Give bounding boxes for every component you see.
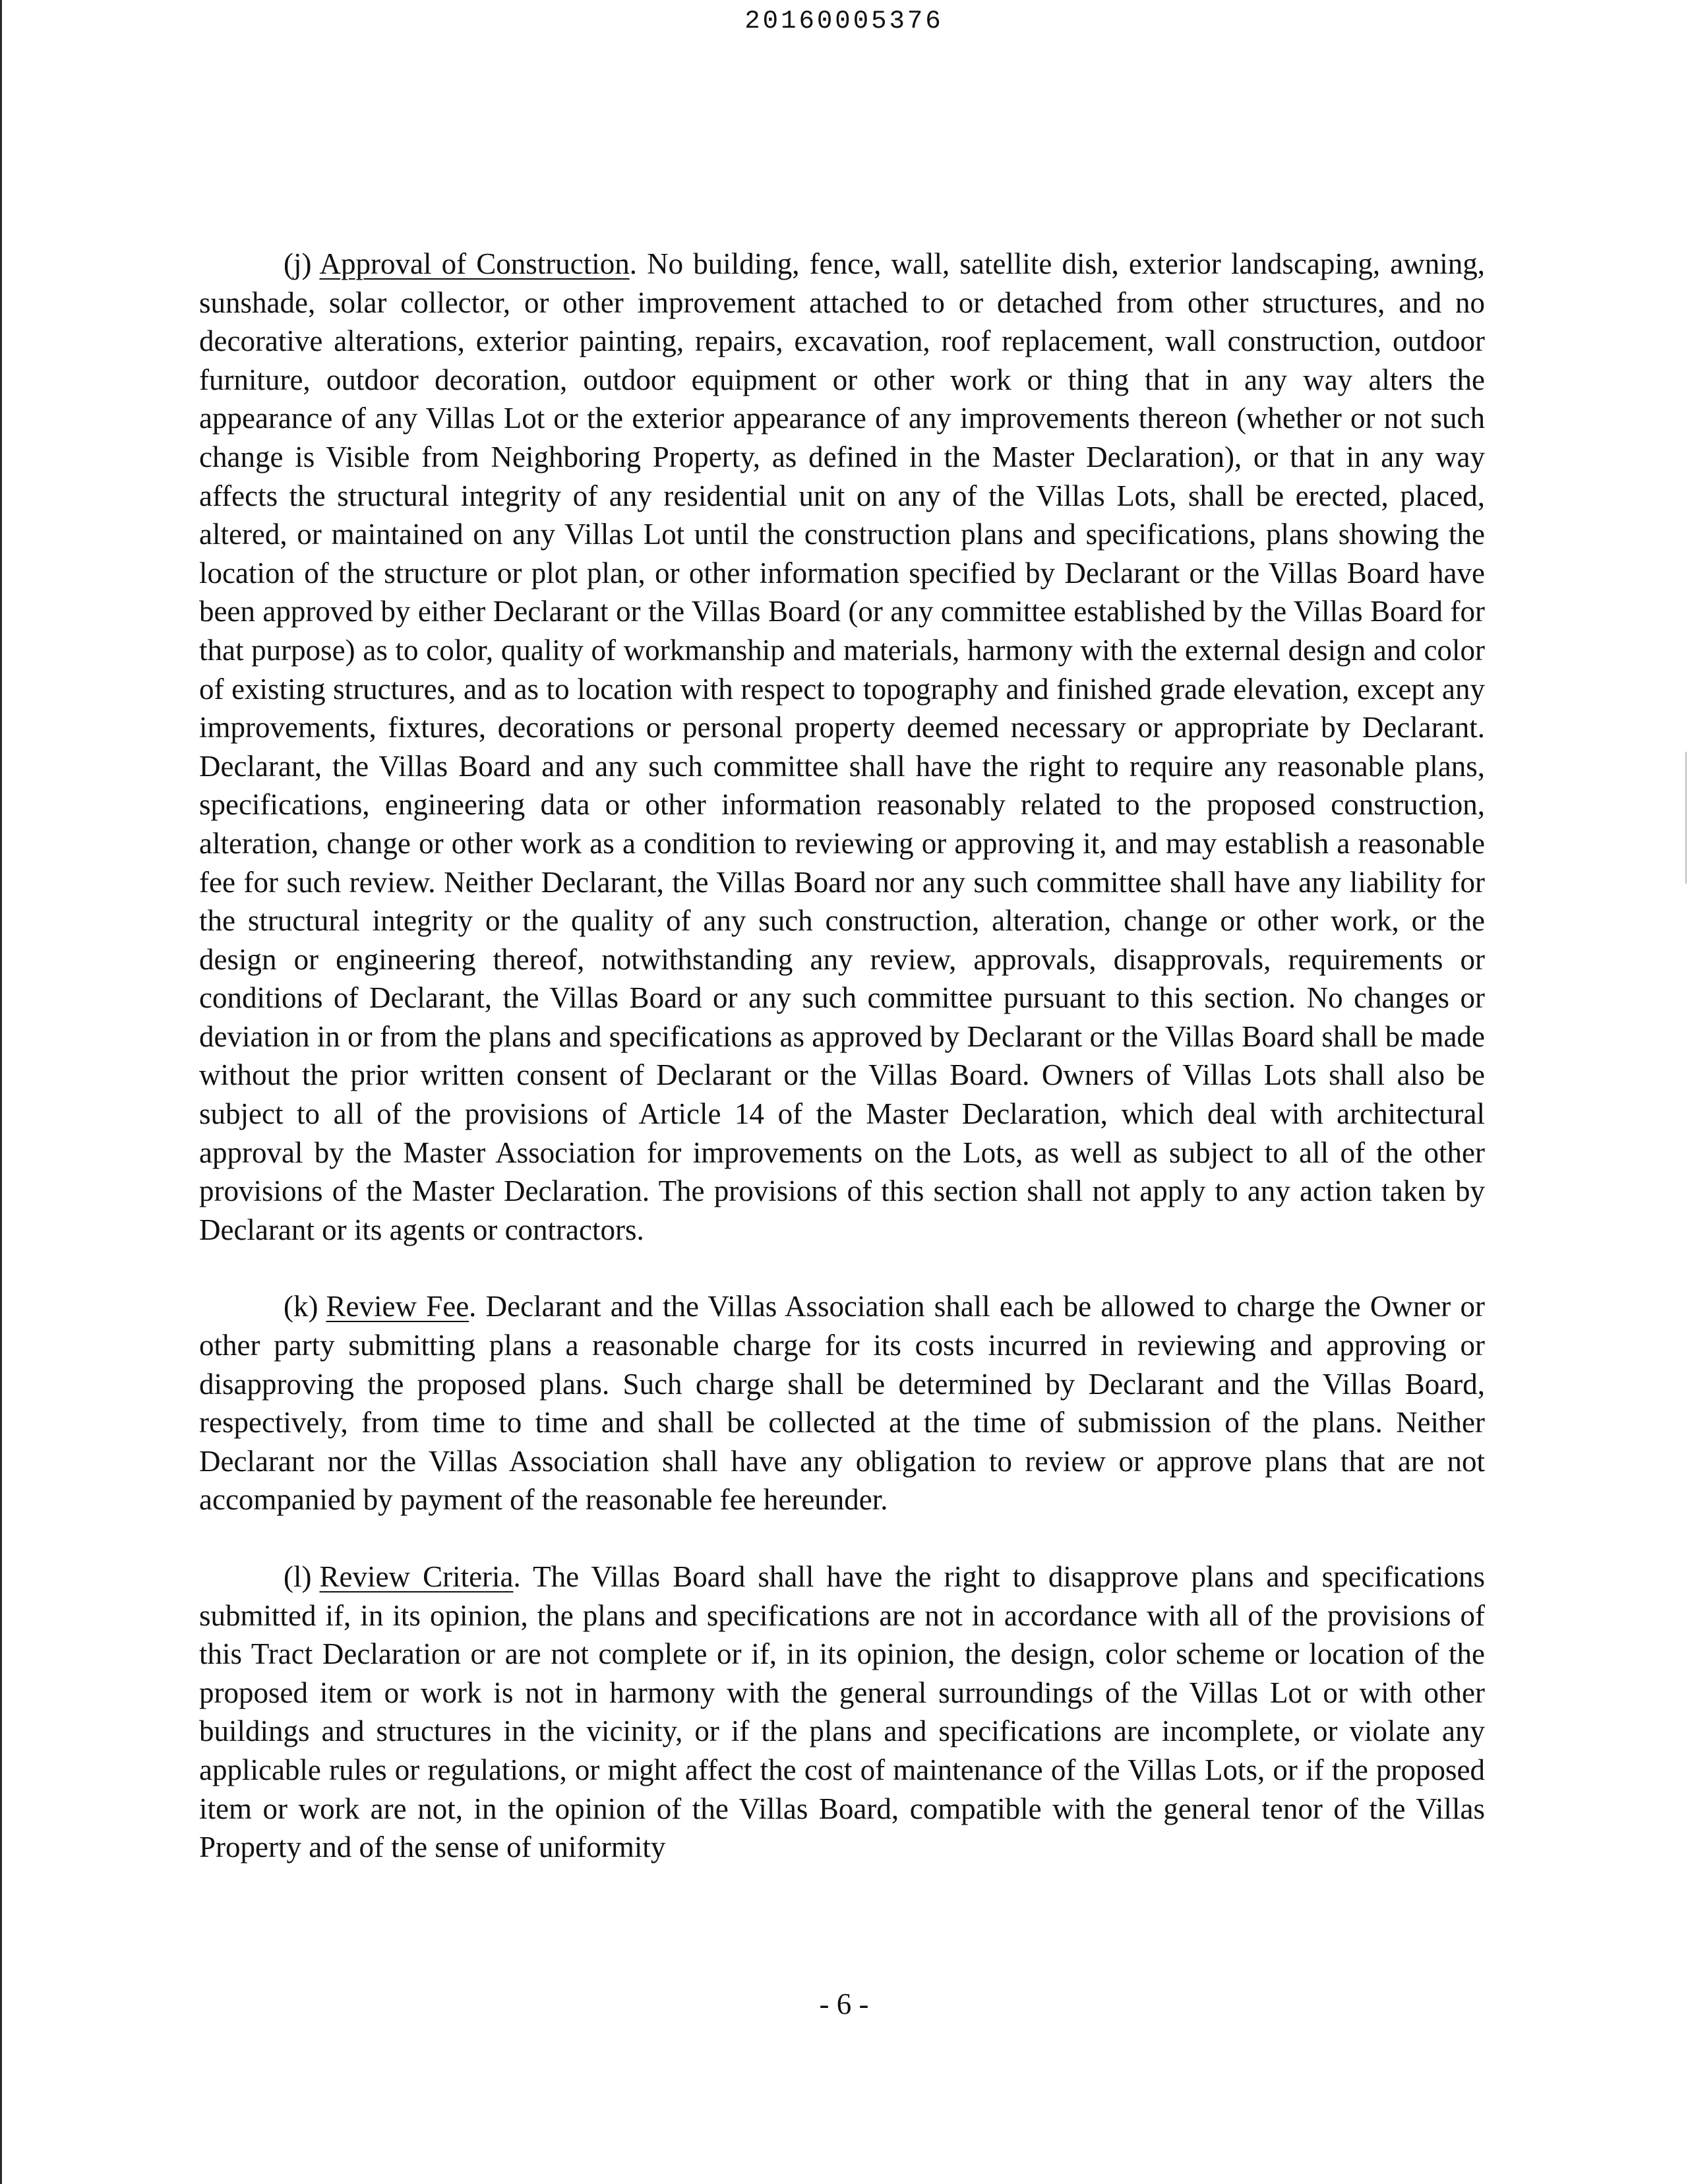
paragraph-marker: (l) xyxy=(284,1560,312,1593)
paragraph-review-criteria: (l) Review Criteria. The Villas Board shall have the right to disapprove plans and specifications submitted if, in its opinion, the plans and specifications are not in accordance with all of the provisions of this Tract Declaration or are not complete or if, in its opinion, the design, color scheme or location of the proposed item or work is not in harmony with the general surroundings of the Villas Lot or with other buildings and structures in the vicinity, or if the plans and specifications are incomplete, or violate any applicable rules or regulations, or might affect the cost of maintenance of the Villas Lots, or if the proposed item or work are not, in the opinion of the Villas Board, compatible with the general tenor of the Villas Property and of the sense of uniformity xyxy=(199,1560,1486,1864)
paragraph-review-fee: (k) Review Fee. Declarant and the Villas Association shall each be allowed to charge the Owner or other party submitting plans a reasonable charge for its costs incurred in reviewing and approving or disapproving the proposed plans. Such charge shall be determined by Declarant and the Villas Board, respectively, from time to time and shall be collected at the time of submission of the plans. Neither Declarant nor the Villas Association shall have any obligation to review or approve plans that are not accompanied by payment of the reasonable fee hereunder. xyxy=(199,1290,1486,1517)
paragraph-marker: (k) xyxy=(284,1290,318,1323)
paragraph-approval-of-construction: (j) Approval of Construction. No building, fence, wall, satellite dish, exterior landscaping, awning, sunshade, solar collector, or other improvement attached to or detached from other structures, and no decorative alterations, exterior painting, repairs, excavation, roof replacement, wall construction, outdoor furniture, outdoor decoration, outdoor equipment or other work or thing that in any way alters the appearance of any Villas Lot or the exterior appearance of any improvements thereon (whether or not such change is Visible from Neighboring Property, as defined in the Master Declaration), or that in any way affects the structural integrity of any residential unit on any of the Villas Lots, shall be erected, placed, altered, or maintained on any Villas Lot until the construction plans and specifications, plans showing the location of the structure or plot plan, or other information specified by Declarant or the Villas Board have been approved by either Declarant or the Villas Board (or any committee established by the Villas Board for that purpose) as to color, quality of workmanship and materials, harmony with the external design and color of existing structures, and as to location with respect to topography and finished grade elevation, except any improvements, fixtures, decorations or personal property deemed necessary or appropriate by Declarant. Declarant, the Villas Board and any such committee shall have the right to require any reasonable plans, specifications, engineering data or other information reasonably related to the proposed construction, alteration, change or other work as a condition to reviewing or approving it, and may establish a reasonable fee for such review. Neither Declarant, the Villas Board nor any such committee shall have any liability for the structural integrity or the quality of any such construction, alteration, change or other work, or the design or engineering thereof, notwithstanding any review, approvals, disapprovals, requirements or conditions of Declarant, the Villas Board or any such committee pursuant to this section. No changes or deviation in or from the plans and specifications as approved by Declarant or the Villas Board shall be made without the prior written consent of Declarant or the Villas Board. Owners of Villas Lots shall also be subject to all of the provisions of Article 14 of the Master Declaration, which deal with architectural approval by the Master Association for improvements on the Lots, as well as subject to all of the other provisions of the Master Declaration. The provisions of this section shall not apply to any action taken by Declarant or its agents or contractors. xyxy=(199,247,1486,1246)
section-heading: Review Fee xyxy=(326,1290,469,1323)
scan-margin-mark xyxy=(1685,752,1687,884)
paragraph-text: The Villas Board shall have the right to disapprove plans and specifications submitted if, in its opinion, the plans and specifications are not in accordance with all of the provisions of this Tract Declaration or are not complete or if, in its opinion, the design, color scheme or location of the proposed item or work is not in harmony with the general surroundings of the Villas Lot or with other buildings and structures in the vicinity, or if the plans and specifications are incomplete, or violate any applicable rules or regulations, or might affect the cost of maintenance of the Villas Lots, or if the proposed item or work are not, in the opinion of the Villas Board, compatible with the general tenor of the Villas Property and of the sense of uniformity xyxy=(199,1560,1486,1864)
document-number: 20160005376 xyxy=(744,7,944,36)
section-heading: Review Criteria xyxy=(319,1560,514,1593)
paragraph-marker: (j) xyxy=(284,247,312,280)
page-number: - 6 - xyxy=(819,1987,869,2020)
section-heading: Approval of Construction xyxy=(319,247,630,280)
paragraph-text: Declarant and the Villas Association shall each be allowed to charge the Owner or other party submitting plans a reasonable charge for its costs incurred in reviewing and approving or disapproving the proposed plans. Such charge shall be determined by Declarant and the Villas Board, respectively, from time to time and shall be collected at the time of submission of the plans. Neither Declarant nor the Villas Association shall have any obligation to review or approve plans that are not accompanied by payment of the reasonable fee hereunder. xyxy=(199,1290,1486,1517)
document-body xyxy=(199,245,1485,1867)
scan-edge-line xyxy=(0,0,2,2184)
paragraph-text: No building, fence, wall, satellite dish, exterior landscaping, awning, sunshade, solar collector, or other improvement attached to or detached from other structures, and no decorative alterations, exterior painting, repairs, excavation, roof replacement, wall construction, outdoor furniture, outdoor decoration, outdoor equipment or other work or thing that in any way alters the appearance of any Villas Lot or the exterior appearance of any improvements thereon (whether or not such change is Visible from Neighboring Property, as defined in the Master Declaration), or that in any way affects the structural integrity of any residential unit on any of the Villas Lots, shall be erected, placed, altered, or maintained on any Villas Lot until the construction plans and specifications, plans showing the location of the structure or plot plan, or other information specified by Declarant or the Villas Board have been approved by either Declarant or the Villas Board (or any committee established by the Villas Board for that purpose) as to color, quality of workmanship and materials, harmony with the external design and color of existing structures, and as to location with respect to topography and finished grade elevation, except any improvements, fixtures, decorations or personal property deemed necessary or appropriate by Declarant. Declarant, the Villas Board and any such committee shall have the right to require any reasonable plans, specifications, engineering data or other information reasonably related to the proposed construction, alteration, change or other work as a condition to reviewing or approving it, and may establish a reasonable fee for such review. Neither Declarant, the Villas Board nor any such committee shall have any liability for the structural integrity or the quality of any such construction, alteration, change or other work, or the design or engineering thereof, notwithstanding any review, approvals, disapprovals, requirements or conditions of Declarant, the Villas Board or any such committee pursuant to this section. No changes or deviation in or from the plans and specifications as approved by Declarant or the Villas Board shall be made without the prior written consent of Declarant or the Villas Board. Owners of Villas Lots shall also be subject to all of the provisions of Article 14 of the Master Declaration, which deal with architectural approval by the Master Association for improvements on the Lots, as well as subject to all of the other provisions of the Master Declaration. The provisions of this section shall not apply to any action taken by Declarant or its agents or contractors. xyxy=(199,247,1486,1246)
